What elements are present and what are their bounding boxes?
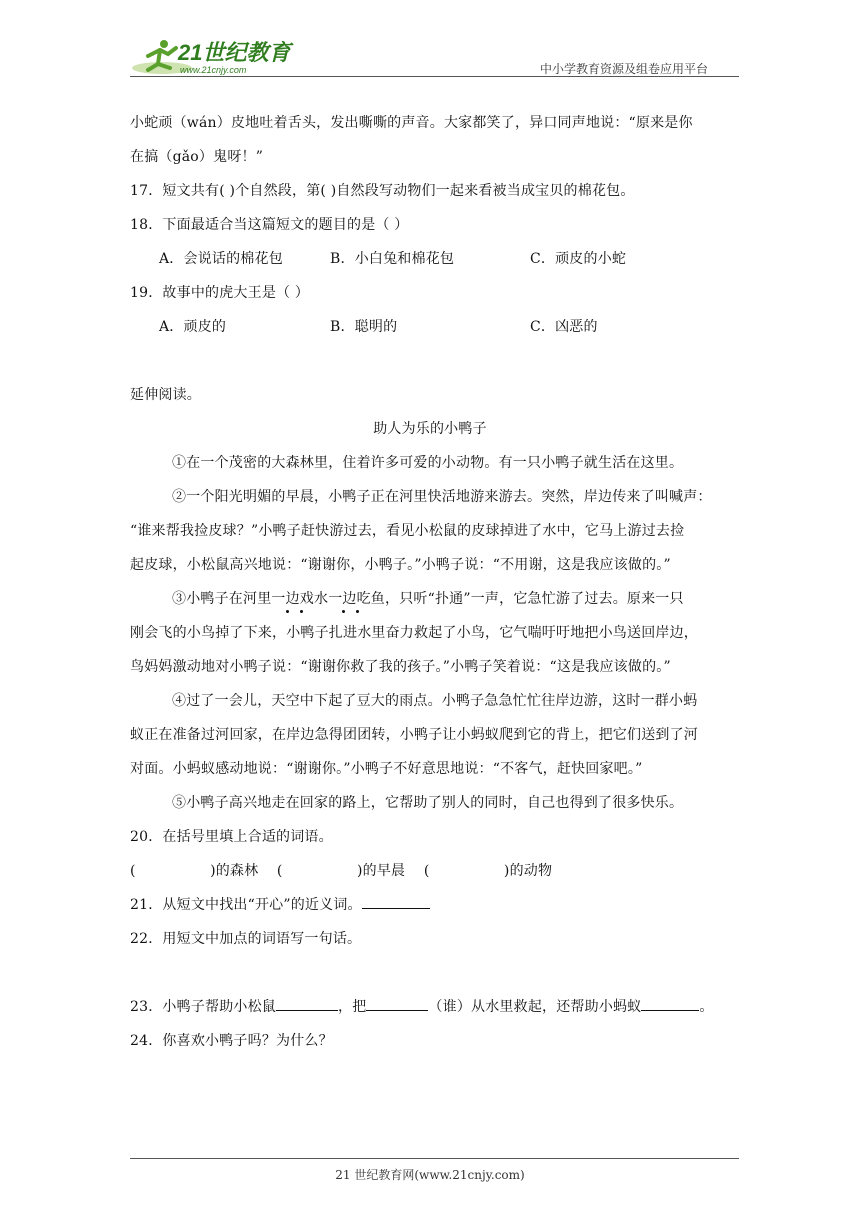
question-21-answer-blank[interactable] <box>362 894 430 909</box>
question-20-stem: 20．在括号里填上合适的词语。 <box>130 829 333 845</box>
question-19-option-a[interactable]: A．顽皮的 <box>159 319 227 335</box>
question-19-stem: 19．故事中的虎大王是（ ） <box>130 285 310 301</box>
story-paragraph-2-line-2: “谁来帮我捡皮球？”小鸭子赶快游过去，看见小松鼠的皮球掉进了水中，它马上游过去捡 <box>130 523 685 539</box>
site-name: 中小学教育资源及组卷应用平台 <box>540 62 709 76</box>
question-20-answer-line[interactable]: ( )的森林 ( )的早晨 ( )的动物 <box>130 863 553 879</box>
story-paragraph-4-line-3: 对面。小蚂蚁感动地说：“谢谢你。”小鸭子不好意思地说：“不客气，赶快回家吧。” <box>130 761 643 777</box>
question-22-stem: 22．用短文中加点的词语写一句话。 <box>130 931 362 947</box>
story-paragraph-2-line-3: 起皮球，小松鼠高兴地说：“谢谢你，小鸭子。”小鸭子说：“不用谢，这是我应该做的。” <box>130 557 671 573</box>
story-paragraph-2-line-1: ②一个阳光明媚的早晨，小鸭子正在河里快活地游来游去。突然，岸边传来了叫喊声： <box>172 489 712 505</box>
emphasis-dot <box>286 610 289 613</box>
passage-line-2: 在搞（gǎo）鬼呀！” <box>130 149 264 165</box>
question-18-option-b[interactable]: B．小白兔和棉花包 <box>330 251 455 267</box>
logo-graphic <box>128 34 298 78</box>
question-23-text-1: 23．小鸭子帮助小松鼠 <box>130 999 277 1015</box>
question-23-blank-2[interactable] <box>366 996 428 1011</box>
question-18-option-a[interactable]: A．会说话的棉花包 <box>159 251 283 267</box>
question-23-blank-1[interactable] <box>276 996 338 1011</box>
emphasis-dot <box>342 610 345 613</box>
question-19-option-c[interactable]: C．凶恶的 <box>530 319 598 335</box>
emphasis-dot <box>300 610 303 613</box>
question-21 <box>130 894 430 914</box>
logo-text: 21世纪教育 <box>178 40 291 65</box>
story-paragraph-1: ①在一个茂密的大森林里，住着许多可爱的小动物。有一只小鸭子就生活在这里。 <box>172 455 684 471</box>
question-21-stem: 21．从短文中找出“开心”的近义词。 <box>130 897 362 913</box>
header-divider <box>130 76 739 77</box>
story-paragraph-3-line-2: 刚会飞的小鸟掉了下来，小鸭子扎进水里奋力救起了小鸟，它气喘吁吁地把小鸟送回岸边， <box>130 625 698 641</box>
question-23-blank-3[interactable] <box>641 996 699 1011</box>
footer-text: 21 世纪教育网(www.21cnjy.com) <box>335 1168 525 1182</box>
question-18-option-c[interactable]: C．顽皮的小蛇 <box>530 251 627 267</box>
question-23 <box>130 996 714 1016</box>
story-paragraph-3-line-1: ③小鸭子在河里一边戏水一边吃鱼，只听“扑通”一声，它急忙游了过去。原来一只 <box>172 591 684 607</box>
question-18-stem: 18．下面最适合当这篇短文的题目的是（ ） <box>130 217 409 233</box>
section-title: 延伸阅读。 <box>130 387 201 403</box>
story-paragraph-4-line-2: 蚁正在准备过河回家，在岸边急得团团转，小鸭子让小蚂蚁爬到它的背上，把它们送到了河 <box>130 727 698 743</box>
footer-divider <box>130 1158 739 1159</box>
story-paragraph-3-line-3: 鸟妈妈激动地对小鸭子说：“谢谢你救了我的孩子。”小鸭子笑着说：“这是我应该做的。” <box>130 659 671 675</box>
story-title: 助人为乐的小鸭子 <box>373 421 487 437</box>
question-17: 17．短文共有( )个自然段，第( )自然段写动物们一起来看被当成宝贝的棉花包。 <box>130 183 635 199</box>
logo-url: www.21cnjy.com <box>180 65 247 75</box>
question-23-text-4: 。 <box>699 999 714 1015</box>
question-23-text-2: ，把 <box>338 999 367 1015</box>
story-paragraph-4-line-1: ④过了一会儿，天空中下起了豆大的雨点。小鸭子急急忙忙往岸边游，这时一群小蚂 <box>172 693 698 709</box>
emphasis-dot <box>356 610 359 613</box>
question-23-text-3: （谁）从水里救起，还帮助小蚂蚁 <box>428 999 642 1015</box>
question-24-stem: 24．你喜欢小鸭子吗？为什么？ <box>130 1033 333 1049</box>
story-paragraph-5: ⑤小鸭子高兴地走在回家的路上，它帮助了别人的同时，自己也得到了很多快乐。 <box>172 795 684 811</box>
site-logo <box>128 34 298 78</box>
passage-line-1: 小蛇顽（wán）皮地吐着舌头，发出嘶嘶的声音。大家都笑了，异口同声地说：“原来是你 <box>130 115 693 131</box>
question-19-option-b[interactable]: B．聪明的 <box>330 319 398 335</box>
